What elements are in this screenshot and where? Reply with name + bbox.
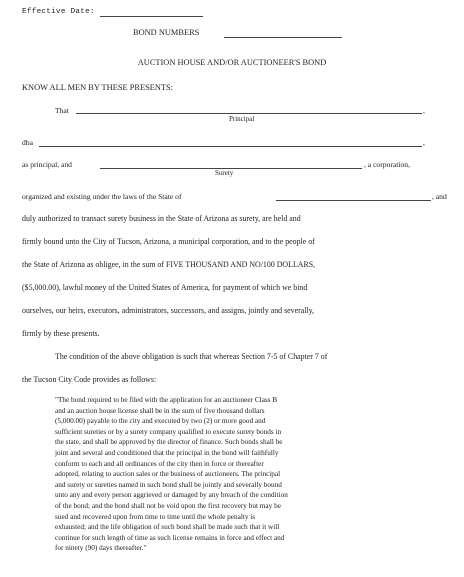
quoted-code-section — [55, 395, 440, 554]
principal-trailing-comma: , — [423, 106, 425, 115]
as-principal-and-label: as principal, and — [22, 160, 72, 169]
body-line-4: ($5,000.00), lawful money of the United States of America, for payment of which we bind — [22, 283, 308, 292]
condition-line-2: the Tucson City Code provides as follows: — [22, 375, 157, 384]
condition-line-1: The condition of the above obligation is such that whereas Section 7-5 of Chapter 7 of — [55, 352, 328, 361]
principal-caption: Principal — [229, 115, 255, 123]
a-corporation-label: , a corporation, — [364, 160, 410, 169]
dba-blank[interactable] — [39, 146, 422, 147]
quote-line: adopted, relating to auction sales or the business of auctioneers. The principal — [55, 470, 281, 479]
quote-line: conform to each and all ordinances of the city then in force or thereafter — [55, 459, 264, 468]
quote-line: continue for such length of time as such license remains in force and effect and — [55, 533, 285, 542]
dba-label: dba — [22, 138, 33, 147]
dba-trailing-comma: , — [423, 138, 425, 147]
quote-line: and surety or sureties named in such bond shall be jointly and severally bound — [55, 480, 282, 489]
surety-caption: Surety — [215, 169, 234, 177]
bond-numbers-label: BOND NUMBERS — [133, 28, 200, 37]
quote-line: sued and recovered upon from time to time until the whole penalty is — [55, 512, 256, 521]
quote-line: of the bond; and the bond shall not be void upon the first recovery but may be — [55, 501, 281, 510]
quote-line: "The bond required to be filed with the application for an auctioneer Class B — [55, 396, 278, 404]
know-all-men-heading: KNOW ALL MEN BY THESE PRESENTS: — [22, 83, 173, 92]
quote-line: the state, and shall be approved by the director of finance. Such bonds shall be — [55, 438, 283, 447]
that-label: That — [55, 106, 69, 115]
document-title: AUCTION HOUSE AND/OR AUCTIONEER'S BOND — [137, 58, 327, 67]
quote-line: sufficient sureties or by a surety company qualified to execute surety bonds in — [55, 427, 282, 436]
bond-numbers-blank[interactable] — [224, 37, 342, 38]
quote-line: and an auction house license shall be in the sum of five thousand dollars — [55, 406, 265, 415]
principal-blank[interactable] — [76, 113, 422, 114]
body-line-1: duly authorized to transact surety business in the State of Arizona as surety, are held and — [22, 214, 301, 223]
quote-line: exhausted; and the life obligation of such bond shall be made such that it will — [55, 523, 280, 532]
body-line-2: firmly bound unto the City of Tucson, Arizona, a municipal corporation, and to the people of — [22, 237, 315, 246]
and-text: , and — [432, 192, 447, 201]
body-line-6: firmly by these presents. — [22, 329, 100, 338]
quote-line: (5,000.00) payable to the city and executed by two (2) or more good and — [55, 417, 266, 426]
body-line-3: the State of Arizona as obligee, in the sum of FIVE THOUSAND AND NO/100 DOLLARS, — [22, 260, 316, 269]
quote-line: unto any and every person aggrieved or damaged by any breach of the condition — [55, 491, 288, 500]
quote-line: for ninety (90) days thereafter." — [55, 544, 147, 553]
organized-text: organized and existing under the laws of the State of — [22, 192, 182, 201]
effective-date-blank[interactable] — [100, 16, 203, 17]
state-blank[interactable] — [276, 200, 431, 201]
effective-date-label: Effective Date: — [22, 8, 95, 16]
quote-line: joint and several and conditioned that the principal in the bond will faithfully — [55, 448, 279, 457]
body-line-5: ourselves, our heirs, executors, administrators, successors, and assigns, jointly and severally, — [22, 306, 315, 315]
